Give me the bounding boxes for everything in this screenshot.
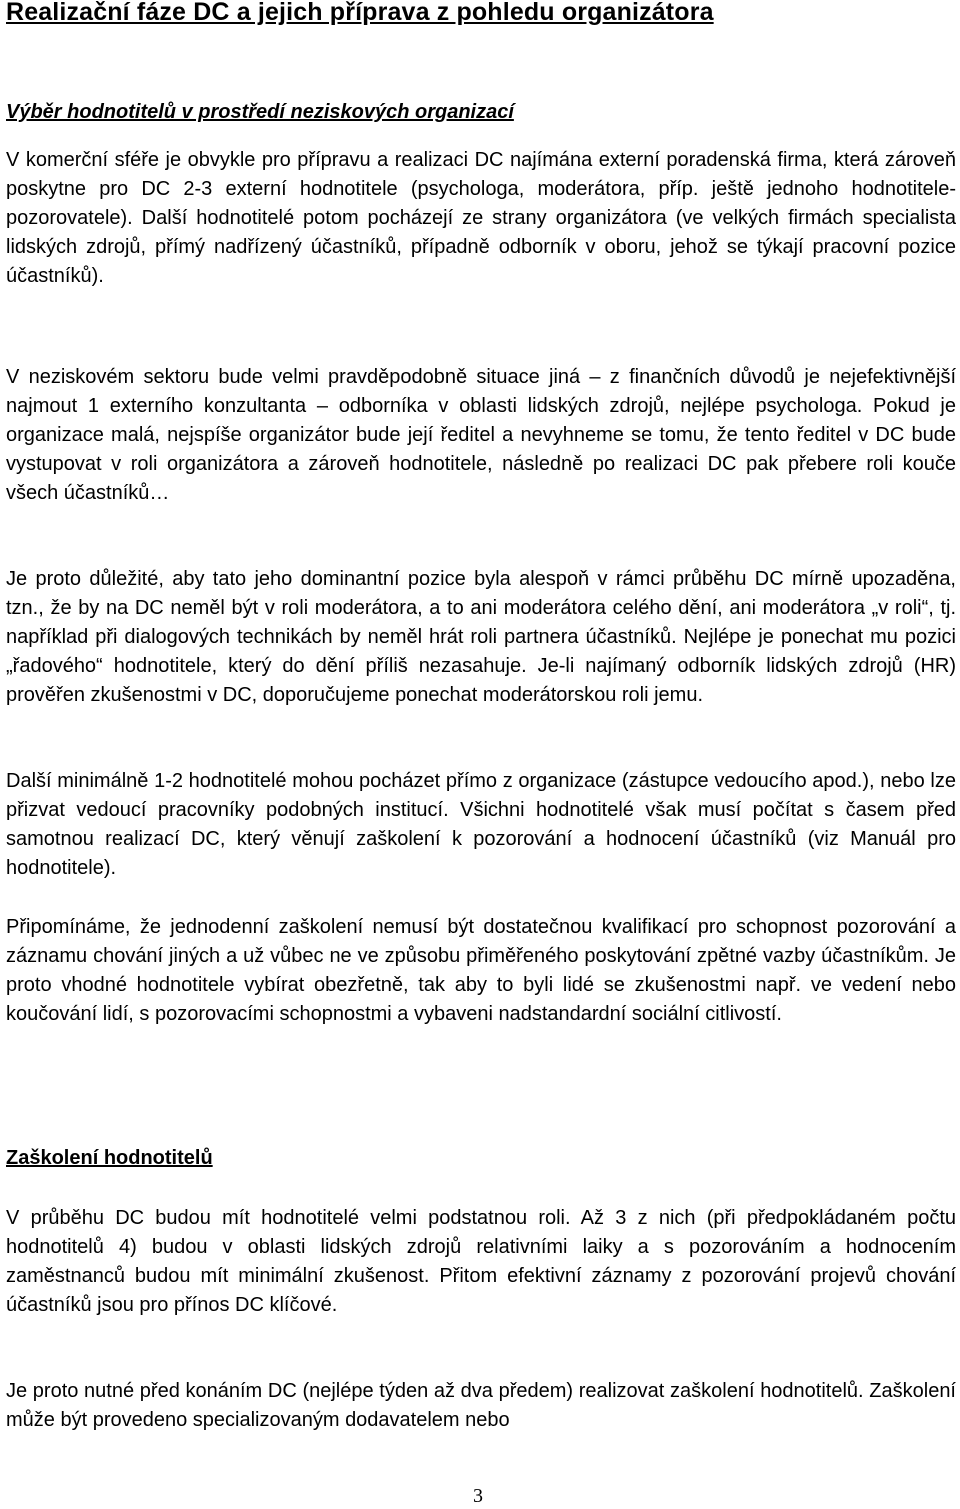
paragraph: V neziskovém sektoru bude velmi pravděpodobně situace jiná – z finančních důvodů je nejefektivnější najmout 1 externího konzultanta – odborníka v oblasti lidských zdrojů, nejlépe psychologa. Pokud je organizace malá, nejspíše organizátor bude její ředitel a nevyhneme se tomu, že tento ředitel v DC bude vystupovat v roli organizátora a zároveň hodnotitele, následně po realizaci DC pak přebere roli kouče všech účastníků…: [6, 366, 956, 504]
paragraph: Další minimálně 1-2 hodnotitelé mohou pocházet přímo z organizace (zástupce vedoucího apod.), nebo lze přizvat vedoucí pracovníky podobných institucí. Všichni hodnotitelé však musí počítat s časem před samotnou realizací DC, který věnují zaškolení k pozorování a hodnocení účastníků (viz Manuál pro hodnotitele).: [6, 770, 956, 879]
paragraph: Je proto důležité, aby tato jeho dominantní pozice byla alespoň v rámci průběhu DC mírně upozaděna, tzn., že by na DC neměl být v roli moderátora, a to ani moderátora celého dění, ani moderátora „v roli“, tj. například při dialogových technikách by neměl hrát roli partnera účastníků. Nejlépe je ponechat mu pozici „řadového“ hodnotitele, který do dění příliš nezasahuje. Je-li najímaný odborník lidských zdrojů (HR) prověřen zkušenostmi v DC, doporučujeme ponechat moderátorskou roli jemu.: [6, 568, 956, 706]
section-heading-evaluator-selection: Výběr hodnotitelů v prostředí neziskových organizací: [6, 101, 514, 123]
document-title: Realizační fáze DC a jejich příprava z pohledu organizátora: [6, 0, 714, 26]
paragraph: Připomínáme, že jednodenní zaškolení nemusí být dostatečnou kvalifikací pro schopnost pozorování a záznamu chování jiných a už vůbec ne ve způsobu přiměřeného poskytování zpětné vazby účastníkům. Je proto vhodné hodnotitele vybírat obezřetně, tak aby to byli lidé se zkušenostmi např. ve vedení nebo koučování lidí, s pozorovacími schopnostmi a vybaveni nadstandardní sociální citlivostí.: [6, 916, 956, 1025]
paragraph: V komerční sféře je obvykle pro přípravu a realizaci DC najímána externí poradenská firma, která zároveň poskytne pro DC 2-3 externí hodnotitele (psychologa, moderátora, příp. ještě jednoho hodnotitele-pozorovatele). Další hodnotitelé potom pocházejí ze strany organizátora (ve velkých firmách specialista lidských zdrojů, přímý nadřízený účastníků, případně odborník v oboru, jehož se týkají pracovní pozice účastníků).: [6, 149, 956, 287]
paragraph: Je proto nutné před konáním DC (nejlépe týden až dva předem) realizovat zaškolení hodnotitelů. Zaškolení může být provedeno specializovaným dodavatelem nebo: [6, 1380, 956, 1431]
section-heading-evaluator-training: Zaškolení hodnotitelů: [6, 1147, 213, 1169]
paragraph: V průběhu DC budou mít hodnotitelé velmi podstatnou roli. Až 3 z nich (při předpokládaném počtu hodnotitelů 4) budou v oblasti lidských zdrojů relativními laiky a s pozorováním a hodnocením zaměstnanců budou mít minimální zkušenost. Přitom efektivní záznamy z pozorování projevů chování účastníků jsou pro přínos DC klíčové.: [6, 1207, 956, 1316]
page-number: 3: [473, 1485, 483, 1507]
